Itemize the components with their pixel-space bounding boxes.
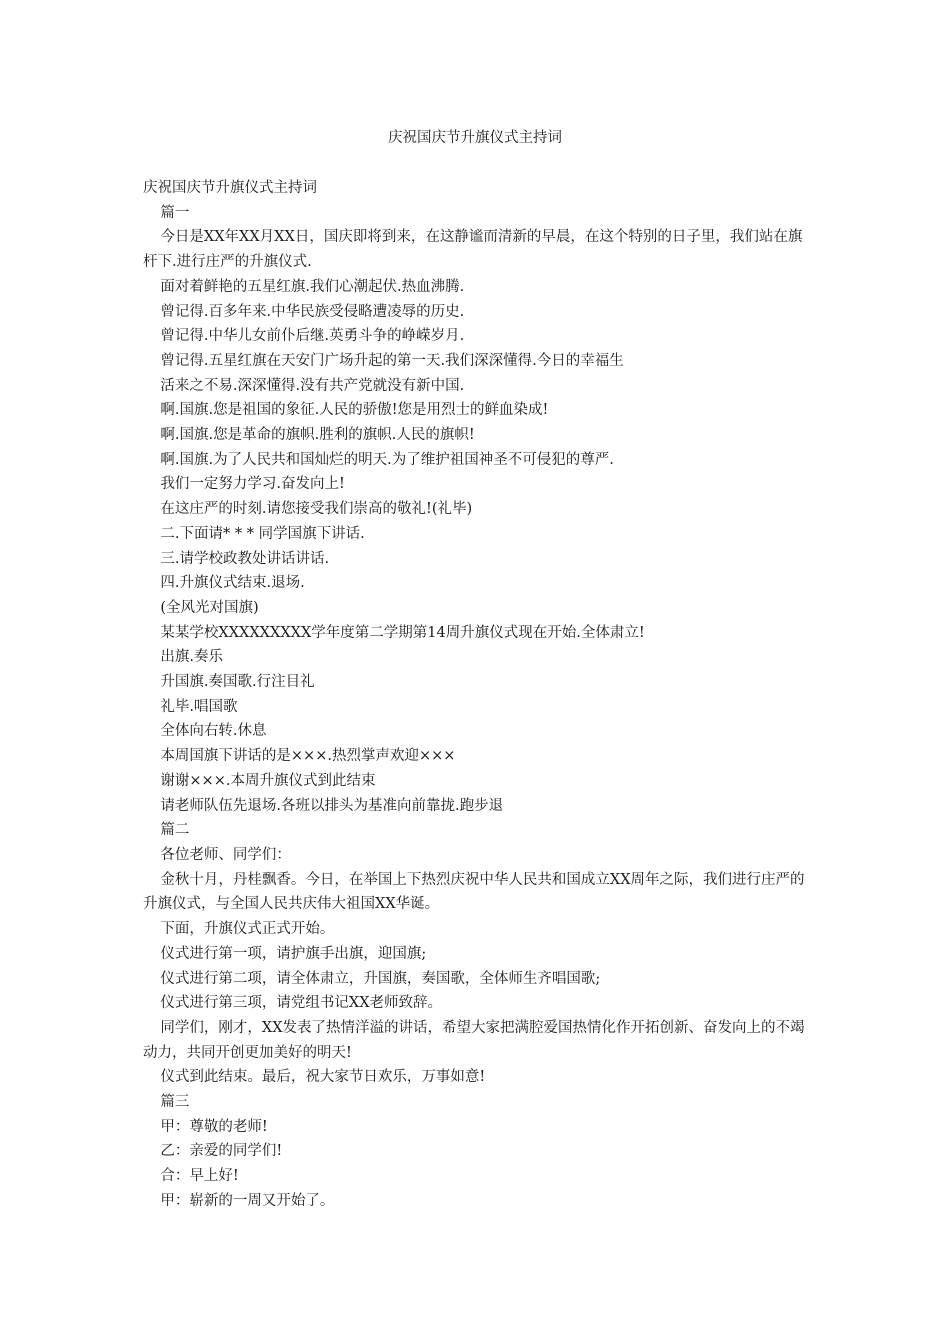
paragraph: 某某学校XXXXXXXXX学年度第二学期第14周升旗仪式现在开始.全体肃立!	[160, 624, 645, 641]
paragraph: 篇一	[160, 204, 190, 221]
paragraph: 在这庄严的时刻.请您接受我们崇高的敬礼!(礼毕)	[160, 501, 473, 518]
paragraph: 谢谢×××.本周升旗仪式到此结束	[160, 772, 376, 789]
document-body	[143, 176, 807, 1214]
paragraph: 曾记得.中华儿女前仆后继.英勇斗争的峥嵘岁月.	[160, 328, 465, 345]
paragraph: (全风光对国旗)	[160, 599, 259, 616]
paragraph: 合：早上好!	[160, 1168, 239, 1185]
paragraph: 各位老师、同学们：	[160, 846, 291, 863]
paragraph: 啊.国旗.您是革命的旗帜.胜利的旗帜.人民的旗帜!	[160, 427, 475, 444]
paragraph: 出旗.奏乐	[160, 649, 223, 666]
paragraph: 四.升旗仪式结束.退场.	[160, 575, 305, 592]
paragraph: 二.下面请* * * 同学国旗下讲话.	[160, 525, 365, 542]
paragraph: 乙：亲爱的同学们!	[160, 1143, 283, 1160]
paragraph: 升国旗.奏国歌.行注目礼	[160, 674, 315, 691]
paragraph: 仪式进行第一项，请护旗手出旗，迎国旗;	[160, 945, 427, 962]
page-title: 庆祝国庆节升旗仪式主持词	[388, 130, 562, 146]
paragraph: 金秋十月，丹桂飘香。今日，在举国上下热烈庆祝中华人民共和国成立XX周年之际，我们进行庄严的升旗仪式，与全国人民共庆伟大祖国XX华诞。	[143, 871, 805, 913]
paragraph: 活来之不易.深深懂得.没有共产党就没有新中国.	[160, 377, 465, 394]
paragraph: 仪式到此结束。最后，祝大家节日欢乐，万事如意!	[160, 1069, 486, 1086]
paragraph: 礼毕.唱国歌	[160, 698, 238, 715]
paragraph: 篇二	[160, 822, 190, 839]
paragraph: 今日是XX年XX月XX日，国庆即将到来，在这静谧而清新的早晨，在这个特别的日子里，我们站在旗杆下.进行庄严的升旗仪式.	[143, 229, 803, 271]
paragraph: 甲：崭新的一周又开始了。	[160, 1192, 335, 1209]
paragraph: 请老师队伍先退场.各班以排头为基准向前靠拢.跑步退	[160, 797, 504, 814]
paragraph: 曾记得.百多年来.中华民族受侵略遭凌辱的历史.	[160, 303, 465, 320]
paragraph: 啊.国旗.您是祖国的象征.人民的骄傲!您是用烈士的鲜血染成!	[160, 402, 549, 419]
paragraph: 曾记得.五星红旗在天安门广场升起的第一天.我们深深懂得.今日的幸福生	[160, 352, 624, 369]
paragraph: 下面，升旗仪式正式开始。	[160, 921, 335, 938]
paragraph: 甲：尊敬的老师!	[160, 1118, 268, 1135]
paragraph: 面对着鲜艳的五星红旗.我们心潮起伏.热血沸腾.	[160, 278, 465, 295]
paragraph: 仪式进行第三项，请党组书记XX老师致辞。	[160, 995, 443, 1012]
paragraph: 三.请学校政教处讲话讲话.	[160, 550, 330, 567]
paragraph: 本周国旗下讲话的是×××.热烈掌声欢迎×××	[160, 748, 456, 765]
paragraph: 全体向右转.休息	[160, 723, 267, 740]
paragraph: 我们一定努力学习.奋发向上!	[160, 476, 345, 493]
paragraph: 啊.国旗.为了人民共和国灿烂的明天.为了维护祖国神圣不可侵犯的尊严.	[160, 451, 614, 468]
paragraph: 篇三	[160, 1094, 190, 1111]
paragraph: 同学们，刚才，XX发表了热情洋溢的讲话，希望大家把满腔爱国热情化作开拓创新、奋发向上的不竭动力，共同开创更加美好的明天!	[143, 1019, 805, 1061]
paragraph: 庆祝国庆节升旗仪式主持词	[143, 180, 317, 196]
paragraph: 仪式进行第二项，请全体肃立，升国旗，奏国歌，全体师生齐唱国歌;	[160, 970, 601, 987]
